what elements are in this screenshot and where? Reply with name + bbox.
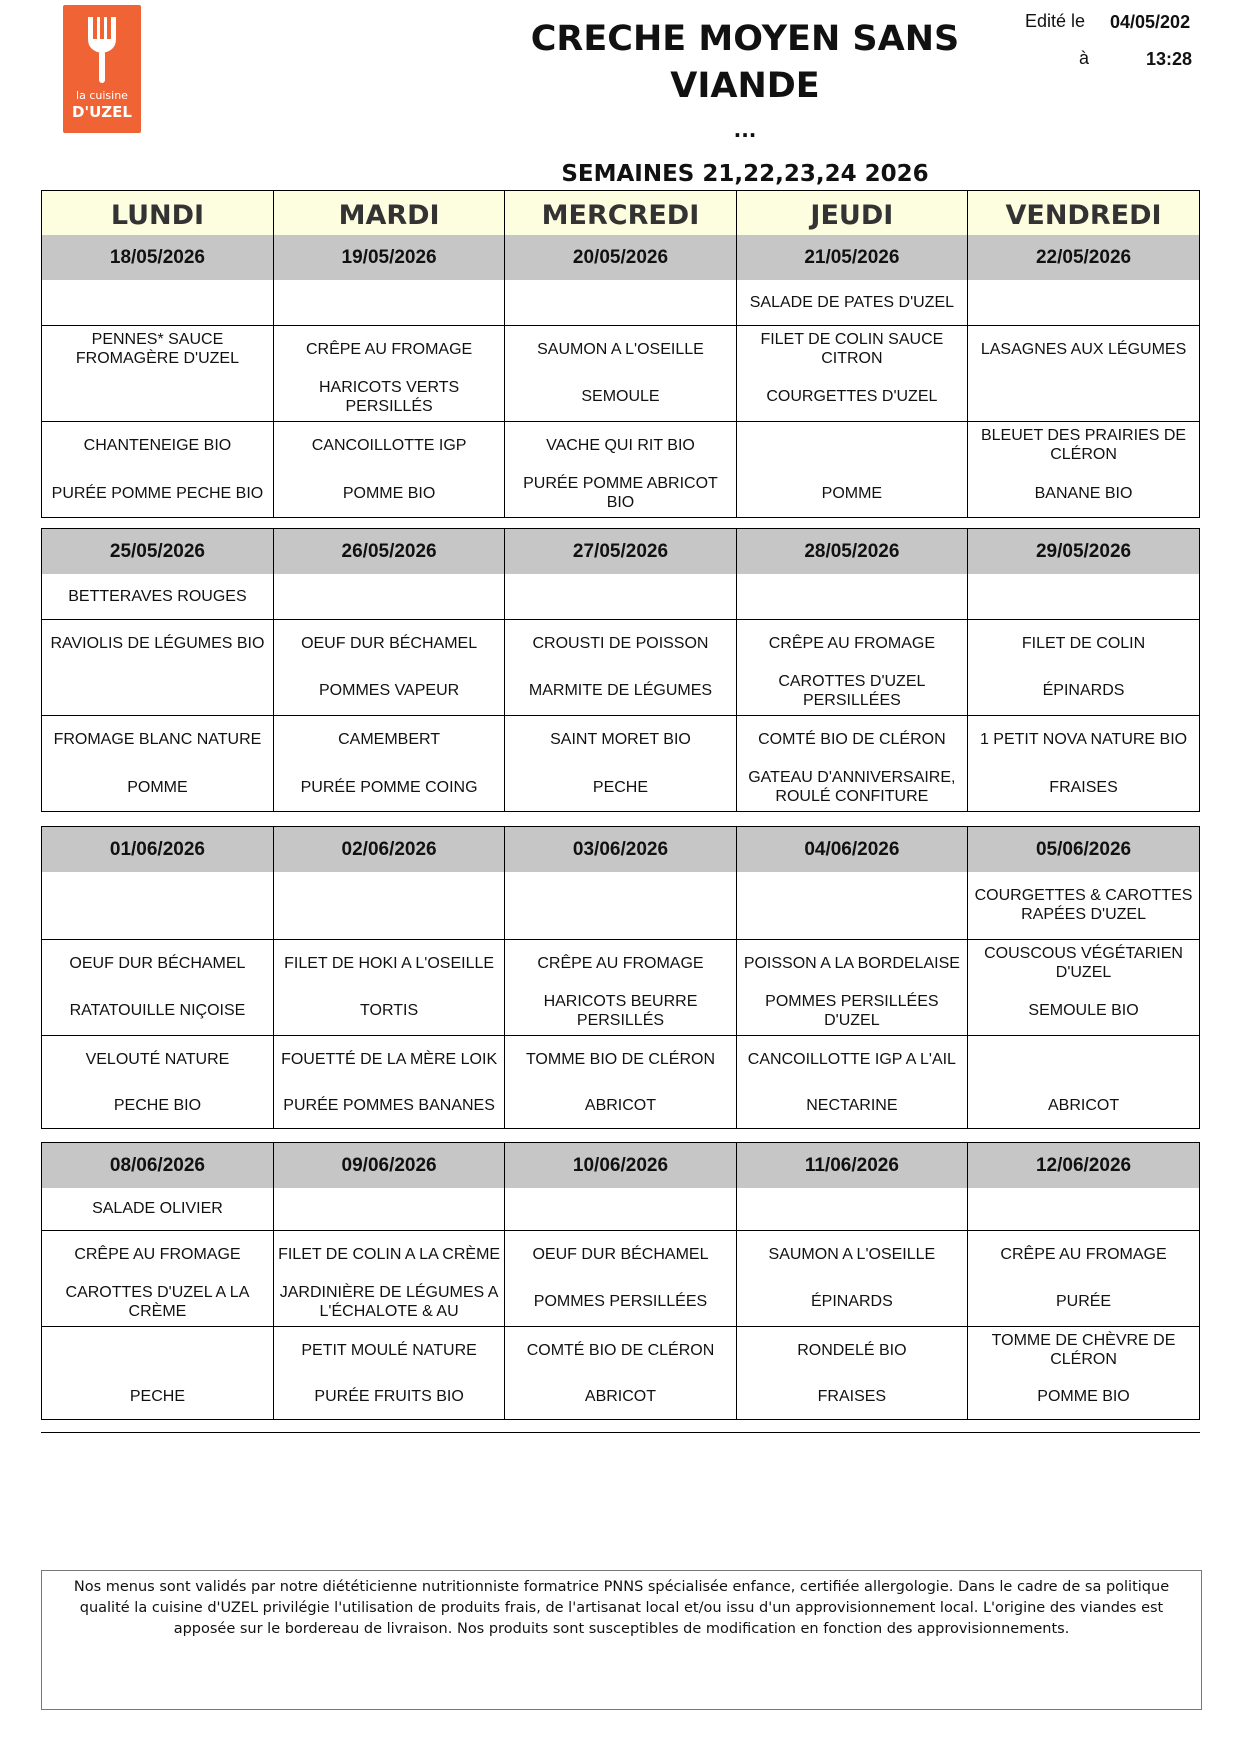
day-names-row	[42, 191, 1199, 235]
dish-cell: ÉPINARDS	[736, 1278, 967, 1326]
date-cell: 29/05/2026	[968, 529, 1199, 574]
menu-table	[42, 191, 1199, 517]
dish-row	[42, 619, 1199, 667]
dish-row	[42, 1083, 1199, 1128]
day-name: JEUDI	[736, 191, 967, 235]
dish-cell	[505, 872, 736, 939]
dish-row	[42, 469, 1199, 517]
dish-cell	[42, 1326, 273, 1374]
dish-cell: PURÉE POMME ABRICOT BIO	[505, 469, 736, 517]
date-row	[42, 529, 1199, 574]
dish-cell: ÉPINARDS	[968, 667, 1199, 715]
dish-cell: OEUF DUR BÉCHAMEL	[505, 1230, 736, 1278]
dish-cell: CRÊPE AU FROMAGE	[736, 619, 967, 667]
date-cell: 19/05/2026	[273, 235, 504, 280]
date-cell: 05/06/2026	[968, 827, 1199, 872]
dish-cell: SALADE OLIVIER	[42, 1188, 273, 1230]
date-cell: 04/06/2026	[736, 827, 967, 872]
dish-cell: FRAISES	[736, 1374, 967, 1419]
dish-cell	[968, 574, 1199, 619]
date-cell: 09/06/2026	[273, 1143, 504, 1188]
dish-cell: 1 PETIT NOVA NATURE BIO	[968, 715, 1199, 763]
week-block-2	[41, 528, 1200, 812]
logo	[63, 5, 141, 133]
title-ellipsis: ...	[733, 118, 757, 142]
date-cell: 18/05/2026	[42, 235, 273, 280]
dish-cell: POMME BIO	[273, 469, 504, 517]
dish-cell: TOMME DE CHÈVRE DE CLÉRON	[968, 1326, 1199, 1374]
dish-cell: CAMEMBERT	[273, 715, 504, 763]
dish-cell: VACHE QUI RIT BIO	[505, 421, 736, 469]
dish-cell: POMME	[127, 778, 188, 796]
dish-cell: JARDINIÈRE DE LÉGUMES A L'ÉCHALOTE & AU	[273, 1278, 504, 1326]
date-cell: 11/06/2026	[736, 1143, 967, 1188]
dish-cell: COURGETTES D'UZEL	[736, 373, 967, 421]
date-row	[42, 1143, 1199, 1188]
dish-cell: HARICOTS VERTS PERSILLÉS	[273, 373, 504, 421]
dish-cell: RAVIOLIS DE LÉGUMES BIO	[50, 634, 265, 652]
week-block-4	[41, 1142, 1200, 1420]
dish-cell	[736, 1188, 967, 1230]
dish-cell: FOUETTÉ DE LA MÈRE LOIK	[273, 1035, 504, 1083]
dish-row	[42, 1035, 1199, 1083]
edited-time: 13:28	[1146, 49, 1193, 69]
dish-row	[42, 574, 1199, 619]
dish-cell: FILET DE HOKI A L'OSEILLE	[273, 939, 504, 987]
at-label: à	[1079, 48, 1090, 68]
date-cell: 01/06/2026	[42, 827, 273, 872]
dish-cell: FILET DE COLIN A LA CRÈME	[273, 1230, 504, 1278]
date-cell: 22/05/2026	[968, 235, 1199, 280]
dish-row	[42, 667, 1199, 715]
menu-table	[42, 827, 1199, 1128]
dish-row	[42, 763, 1199, 811]
dish-cell: FILET DE COLIN SAUCE CITRON	[736, 325, 967, 373]
dish-cell: RONDELÉ BIO	[736, 1326, 967, 1374]
dish-cell: CANCOILLOTTE IGP A L'AIL	[736, 1035, 967, 1083]
dish-cell: COUSCOUS VÉGÉTARIEN D'UZEL	[968, 939, 1199, 987]
date-cell: 10/06/2026	[505, 1143, 736, 1188]
dish-cell: CANCOILLOTTE IGP	[273, 421, 504, 469]
dish-cell	[273, 872, 504, 939]
dish-cell: LASAGNES AUX LÉGUMES	[968, 325, 1199, 373]
dish-cell: CRÊPE AU FROMAGE	[968, 1230, 1199, 1278]
dish-cell: PENNES* SAUCE FROMAGÈRE D'UZEL	[75, 331, 239, 368]
dish-row	[42, 421, 1199, 469]
dish-cell: SAUMON A L'OSEILLE	[505, 325, 736, 373]
dish-cell: NECTARINE	[736, 1083, 967, 1128]
dish-cell	[736, 574, 967, 619]
dish-cell: CRÊPE AU FROMAGE	[505, 939, 736, 987]
dish-cell: POISSON A LA BORDELAISE	[736, 939, 967, 987]
dish-cell	[505, 574, 736, 619]
divider	[41, 1432, 1200, 1433]
dish-cell: VELOUTÉ NATURE	[85, 1050, 230, 1068]
dish-cell	[505, 1188, 736, 1230]
dish-cell	[42, 667, 273, 715]
dish-cell: SEMOULE BIO	[968, 987, 1199, 1035]
dish-row	[42, 280, 1199, 325]
dish-cell: MARMITE DE LÉGUMES	[505, 667, 736, 715]
dish-cell	[273, 1188, 504, 1230]
dish-row	[42, 939, 1199, 987]
dish-cell	[736, 421, 967, 469]
dish-cell: CROUSTI DE POISSON	[505, 619, 736, 667]
weeks-label: SEMAINES 21,22,23,24 2026	[561, 161, 929, 187]
menu-table	[42, 529, 1199, 811]
dish-cell: SAUMON A L'OSEILLE	[736, 1230, 967, 1278]
date-cell: 27/05/2026	[505, 529, 736, 574]
date-cell: 28/05/2026	[736, 529, 967, 574]
dish-cell: CAROTTES D'UZEL A LA CRÈME	[42, 1278, 273, 1326]
dish-cell: PURÉE POMMES BANANES	[273, 1083, 504, 1128]
dish-row	[42, 987, 1199, 1035]
date-cell: 25/05/2026	[42, 529, 273, 574]
dish-cell: POMMES PERSILLÉES	[505, 1278, 736, 1326]
day-name: LUNDI	[42, 191, 273, 235]
dish-row	[42, 1278, 1199, 1326]
dish-row	[42, 1188, 1199, 1230]
dish-cell	[42, 872, 273, 939]
dish-cell: PURÉE POMME COING	[273, 763, 504, 811]
dish-cell	[968, 373, 1199, 421]
dish-cell	[968, 1188, 1199, 1230]
dish-cell: POMME BIO	[968, 1374, 1199, 1419]
date-cell: 20/05/2026	[505, 235, 736, 280]
dish-cell: SEMOULE	[505, 373, 736, 421]
dish-cell: FILET DE COLIN	[968, 619, 1199, 667]
dish-cell: PECHE	[129, 1388, 185, 1405]
dish-cell: SALADE DE PATES D'UZEL	[736, 280, 967, 325]
menu-table	[42, 1143, 1199, 1419]
dish-cell: TORTIS	[273, 987, 504, 1035]
dish-cell: PURÉE	[968, 1278, 1199, 1326]
date-cell: 12/06/2026	[968, 1143, 1199, 1188]
dish-cell: CAROTTES D'UZEL PERSILLÉES	[736, 667, 967, 715]
dish-row	[42, 1326, 1199, 1374]
date-cell: 02/06/2026	[273, 827, 504, 872]
dish-cell	[273, 280, 504, 325]
dish-cell: RATATOUILLE NIÇOISE	[42, 987, 273, 1035]
dish-cell: PURÉE FRUITS BIO	[273, 1374, 504, 1419]
logo-line-1: la cuisine	[76, 89, 128, 102]
dish-row	[42, 1230, 1199, 1278]
edited-label: Edité le	[1025, 11, 1086, 31]
date-cell: 21/05/2026	[736, 235, 967, 280]
dish-cell: CRÊPE AU FROMAGE	[74, 1245, 241, 1263]
edited-date: 04/05/202	[1110, 12, 1191, 32]
dish-cell: ABRICOT	[968, 1083, 1199, 1128]
dish-cell: HARICOTS BEURRE PERSILLÉS	[505, 987, 736, 1035]
dish-cell: COMTÉ BIO DE CLÉRON	[505, 1326, 736, 1374]
day-name: MERCREDI	[505, 191, 736, 235]
dish-cell: FROMAGE BLANC NATURE	[53, 730, 262, 748]
week-block-3	[41, 826, 1200, 1129]
dish-cell	[968, 1035, 1199, 1083]
date-row	[42, 235, 1199, 280]
dish-cell: SAINT MORET BIO	[505, 715, 736, 763]
dish-row	[42, 1374, 1199, 1419]
dish-cell: ABRICOT	[505, 1374, 736, 1419]
dish-cell	[505, 280, 736, 325]
date-cell: 26/05/2026	[273, 529, 504, 574]
dish-cell	[736, 872, 967, 939]
fork-icon	[82, 17, 122, 85]
dish-row	[42, 872, 1199, 939]
dish-cell	[42, 280, 273, 325]
dish-cell: OEUF DUR BÉCHAMEL	[273, 619, 504, 667]
week-block-1	[41, 190, 1200, 518]
dish-cell: PECHE BIO	[113, 1097, 202, 1114]
dish-cell: BLEUET DES PRAIRIES DE CLÉRON	[968, 421, 1199, 469]
dish-cell: GATEAU D'ANNIVERSAIRE, ROULÉ CONFITURE	[736, 763, 967, 811]
dish-row	[42, 325, 1199, 373]
dish-row	[42, 715, 1199, 763]
dish-cell: CRÊPE AU FROMAGE	[273, 325, 504, 373]
date-row	[42, 827, 1199, 872]
dish-cell: BANANE BIO	[968, 469, 1199, 517]
dish-cell: CHANTENEIGE BIO	[83, 436, 232, 454]
day-name: MARDI	[273, 191, 504, 235]
dish-cell: ABRICOT	[505, 1083, 736, 1128]
dish-cell	[968, 280, 1199, 325]
page-title: CRECHE MOYEN SANS VIANDE	[530, 19, 960, 106]
date-cell: 03/06/2026	[505, 827, 736, 872]
day-name: VENDREDI	[968, 191, 1199, 235]
dish-cell: COURGETTES & CAROTTES RAPÉES D'UZEL	[968, 872, 1199, 939]
dish-cell: PETIT MOULÉ NATURE	[273, 1326, 504, 1374]
dish-cell: PURÉE POMME PECHE BIO	[51, 484, 264, 502]
footer-note: Nos menus sont validés par notre diététicienne nutritionniste formatrice PNNS spécialisée enfance, certifiée allergologie. Dans le cadre de sa politique qualité la cuisine d'UZEL privilégie l'utilisation de produits frais, de l'artisanat local et/ou issu d'un approvisionnement local. L'origine des viandes est apposée sur le bordereau de livraison. Nos produits sont susceptibles de modification en fonction des approvisionnements.	[41, 1570, 1202, 1710]
dish-cell: COMTÉ BIO DE CLÉRON	[736, 715, 967, 763]
dish-cell: POMME	[736, 469, 967, 517]
dish-cell	[42, 373, 273, 421]
dish-cell: PECHE	[505, 763, 736, 811]
logo-line-2: D'UZEL	[72, 103, 132, 121]
date-cell: 08/06/2026	[42, 1143, 273, 1188]
dish-cell: TOMME BIO DE CLÉRON	[505, 1035, 736, 1083]
dish-cell: OEUF DUR BÉCHAMEL	[69, 954, 246, 972]
dish-cell: POMMES VAPEUR	[273, 667, 504, 715]
dish-cell	[273, 574, 504, 619]
dish-cell: POMMES PERSILLÉES D'UZEL	[736, 987, 967, 1035]
dish-row	[42, 373, 1199, 421]
dish-cell: BETTERAVES ROUGES	[42, 574, 273, 619]
dish-cell: FRAISES	[968, 763, 1199, 811]
